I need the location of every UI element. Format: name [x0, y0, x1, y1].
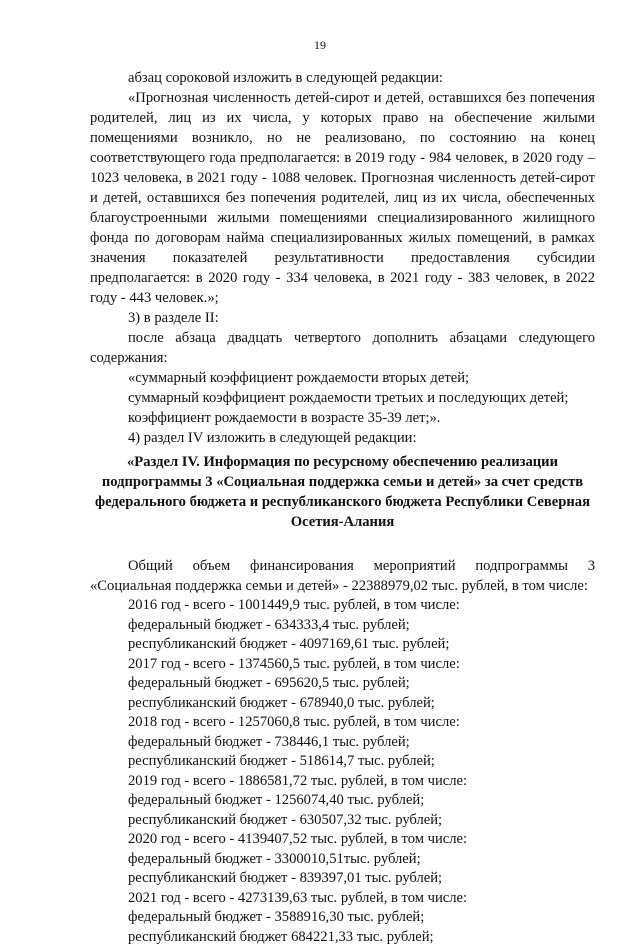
financing-line: 2016 год - всего - 1001449,9 тыс. рублей, в том числе: [90, 596, 595, 616]
financing-line: 2018 год - всего - 1257060,8 тыс. рублей, в том числе: [90, 713, 595, 733]
paragraph-fertility-second: «суммарный коэффициент рождаемости вторых детей; [90, 368, 595, 388]
financing-line: федеральный бюджет - 3300010,51тыс. рублей; [90, 850, 595, 870]
financing-line: федеральный бюджет - 695620,5 тыс. рублей; [90, 674, 595, 694]
financing-line: республиканский бюджет - 839397,01 тыс. рублей; [90, 869, 595, 889]
paragraph-section-ii: 3) в разделе II: [90, 308, 595, 328]
financing-line: республиканский бюджет - 4097169,61 тыс. рублей; [90, 635, 595, 655]
page-number: 19 [0, 38, 640, 53]
financing-line: федеральный бюджет - 1256074,40 тыс. рублей; [90, 791, 595, 811]
paragraph-forecast: «Прогнозная численность детей-сирот и детей, оставшихся без попечения родителей, лиц из их числа, у которых право на обеспечение жилыми помещениями возникло, но не реализовано, по состоянию на конец соответствующего года предполагается: в 2019 году - 984 человек, в 2020 году – 1023 человека, в 2021 году - 1088 человек. Прогнозная численность детей-сирот и детей, оставшихся без попечения родителей, лиц из их числа, обеспеченных благоустроенными жилыми помещениями специализированного жилищного фонда по договорам найма специализированных жилых помещений, в рамках значения показателей результативности предоставления субсидии предполагается: в 2020 году - 334 человека, в 2021 году - 383 человек, в 2022 году - 443 человек.»; [90, 88, 595, 308]
financing-line: 2020 год - всего - 4139407,52 тыс. рублей, в том числе: [90, 830, 595, 850]
financing-list [90, 596, 595, 947]
paragraph-section-iv: 4) раздел IV изложить в следующей редакции: [90, 428, 595, 448]
financing-line: республиканский бюджет - 678940,0 тыс. рублей; [90, 694, 595, 714]
financing-line: 2021 год - всего - 4273139,63 тыс. рублей, в том числе: [90, 889, 595, 909]
document-body [90, 68, 595, 947]
financing-line: 2017 год - всего - 1374560,5 тыс. рублей, в том числе: [90, 655, 595, 675]
section-heading: «Раздел IV. Информация по ресурсному обеспечению реализации подпрограммы 3 «Социальная поддержка семьи и детей» за счет средств федерального бюджета и республиканского бюджета Республики Северная Осетия-Алания [90, 452, 595, 532]
financing-line: республиканский бюджет - 630507,32 тыс. рублей; [90, 811, 595, 831]
paragraph-fertility-third: суммарный коэффициент рождаемости третьих и последующих детей; [90, 388, 595, 408]
financing-intro: Общий объем финансирования мероприятий подпрограммы 3 «Социальная поддержка семьи и детей» - 22388979,02 тыс. рублей, в том числе: [90, 556, 595, 596]
spacer [90, 532, 595, 556]
financing-line: республиканский бюджет - 518614,7 тыс. рублей; [90, 752, 595, 772]
paragraph-fertility-age: коэффициент рождаемости в возрасте 35-39 лет;». [90, 408, 595, 428]
financing-line: 2019 год - всего - 1886581,72 тыс. рублей, в том числе: [90, 772, 595, 792]
paragraph-add-after: после абзаца двадцать четвертого дополнить абзацами следующего содержания: [90, 328, 595, 368]
financing-line: федеральный бюджет - 3588916,30 тыс. рублей; [90, 908, 595, 928]
financing-line: республиканский бюджет 684221,33 тыс. рублей; [90, 928, 595, 947]
financing-line: федеральный бюджет - 738446,1 тыс. рублей; [90, 733, 595, 753]
financing-line: федеральный бюджет - 634333,4 тыс. рублей; [90, 616, 595, 636]
paragraph-amendment-intro: абзац сороковой изложить в следующей редакции: [90, 68, 595, 88]
